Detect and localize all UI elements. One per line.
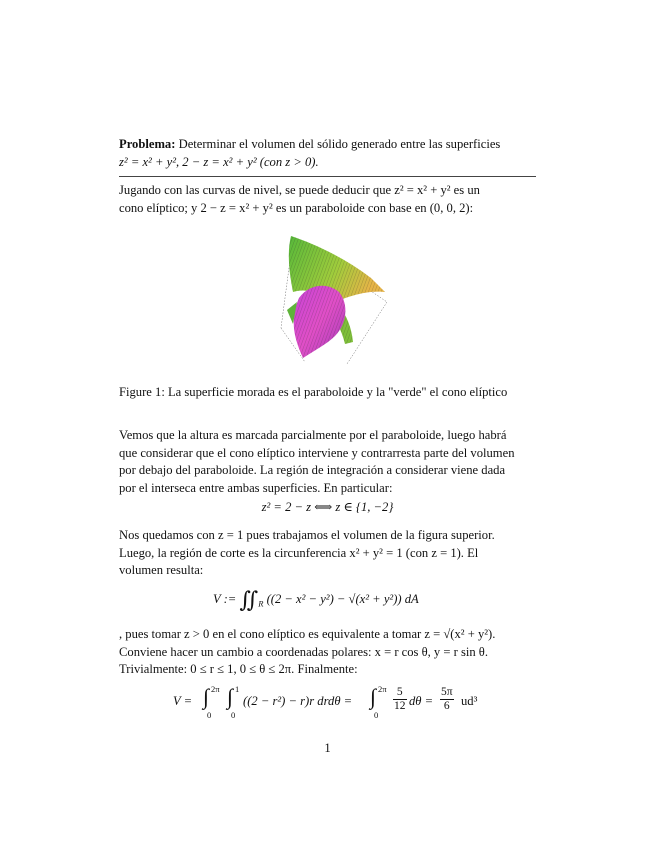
frac2-denominator: 6: [443, 700, 450, 712]
integral-sign-3: ∫: [370, 684, 377, 709]
problem-line-2: z² = x² + y², 2 − z = x² + y² (con z > 0).: [119, 154, 319, 169]
paragraph-3: [119, 626, 536, 679]
intro-paragraph: [119, 182, 536, 217]
eq3-lhs: V =: [173, 694, 193, 708]
frac1-denominator: 12: [394, 700, 406, 712]
intro-line-2: cono elíptico; y 2 − z = x² + y² es un paraboloide con base en (0, 0, 2):: [119, 200, 474, 215]
p1-line-2: que considerar que el cono elíptico interviene y contrarresta parte del volumen: [119, 445, 515, 460]
equation-polar-integral: [173, 684, 493, 722]
int2-lower: 0: [231, 710, 236, 720]
frac1-numerator: 5: [393, 686, 407, 700]
figure-caption: Figure 1: La superficie morada es el paraboloide y la "verde" el cono elíptico: [119, 385, 508, 399]
eq2-lhs: V :=: [213, 592, 237, 606]
p2-line-3: volumen resulta:: [119, 563, 204, 577]
int3-lower: 0: [374, 710, 379, 720]
eq2-integrand: ((2 − x² − y²) − √(x² + y²)) dA: [266, 592, 419, 606]
fraction-5-12: [393, 686, 407, 713]
int1-lower: 0: [207, 710, 212, 720]
horizontal-rule: [119, 176, 536, 177]
eq3-dtheta: dθ =: [409, 694, 434, 708]
p3-line-3: Trivialmente: 0 ≤ r ≤ 1, 0 ≤ θ ≤ 2π. Finalmente:: [119, 662, 358, 676]
problem-line-1: Determinar el volumen del sólido generado entre las superficies: [178, 137, 501, 151]
page-number: 1: [324, 741, 331, 755]
p1-line-3: por debajo del paraboloide. La región de integración a considerar viene dada: [119, 463, 506, 477]
eq3-unit: ud³: [461, 694, 478, 708]
p2-line-2: Luego, la región de corte es la circunferencia x² + y² = 1 (con z = 1). El: [119, 545, 479, 560]
frac2-numerator: 5π: [441, 686, 453, 698]
paragraph-2: [119, 527, 536, 580]
fraction-5pi-6: [440, 686, 454, 713]
equation-intersection: z² = 2 − z ⟺ z ∈ {1, −2}: [261, 500, 394, 514]
equation-volume-definition: [213, 583, 419, 612]
double-integral-sign: ∬: [239, 587, 259, 612]
int2-upper: 1: [235, 684, 240, 694]
problem-statement: [119, 136, 536, 171]
paragraph-1: [119, 427, 536, 497]
p2-line-1: Nos quedamos con z = 1 pues trabajamos el volumen de la figura superior.: [119, 528, 495, 542]
surface-figure: [275, 232, 387, 366]
p1-line-4: por el interseca entre ambas superficies. En particular:: [119, 480, 393, 495]
intro-line-1: Jugando con las curvas de nivel, se puede deducir que z² = x² + y² es un: [119, 183, 480, 197]
int1-upper: 2π: [211, 684, 220, 694]
problem-label: Problema:: [119, 137, 176, 151]
p3-line-1: , pues tomar z > 0 en el cono elíptico es equivalente a tomar z = √(x² + y²).: [119, 627, 496, 641]
p1-line-1: Vemos que la altura es marcada parcialmente por el paraboloide, luego habrá: [119, 428, 507, 442]
integral-sign-1: ∫: [203, 684, 210, 709]
int3-upper: 2π: [378, 684, 387, 694]
eq2-region: R: [258, 598, 264, 609]
integral-sign-2: ∫: [227, 684, 234, 709]
p3-line-2: Conviene hacer un cambio a coordenadas polares: x = r cos θ, y = r sin θ.: [119, 644, 488, 659]
eq3-integrand: ((2 − r²) − r)r drdθ =: [243, 694, 353, 708]
